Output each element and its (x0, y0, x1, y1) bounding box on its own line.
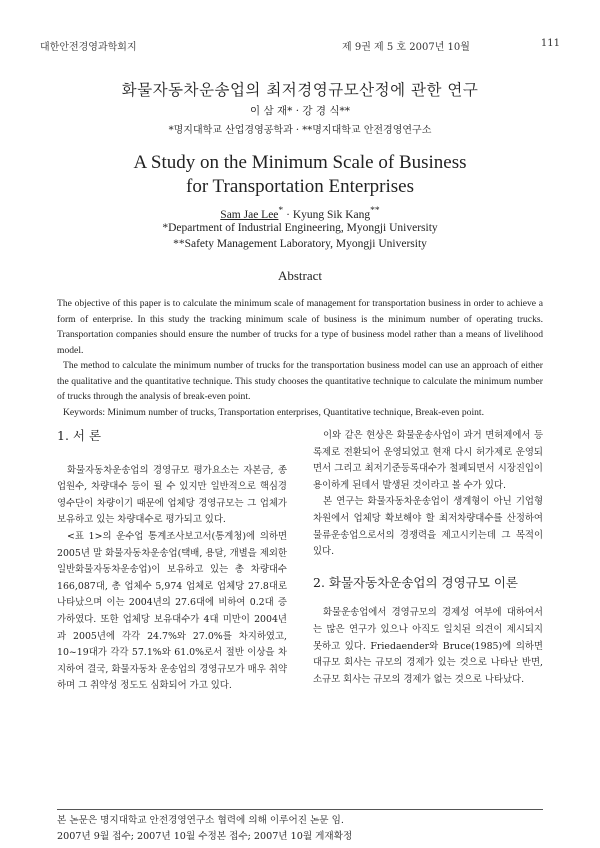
section-1-heading: 1. 서 론 (57, 428, 102, 443)
section-1-para-1: 화물자동차운송업의 경영규모 평가요소는 자본금, 종업원수, 차량대수 등이 될 수 있지만 일반적으로 핵심경영수단이 차량이기 때문에 업체당 경영규모는 그 업체가 보유하고 있는 차량대수로 평가되고 있다. (57, 464, 287, 526)
author-2: Kyung Sik Kang (292, 208, 371, 221)
abstract-heading: Abstract (277, 268, 323, 283)
abstract-para-2: The method to calculate the minimum number of trucks for the transportation business model can use an approach of either the qualitative and the quantitative technique. This study chooses the quantitative technique to calculate the minimum number of trucks through the analysis of break-even point. (57, 360, 543, 402)
issue-info: 제 9권 제 5 호 2007년 10월 (342, 42, 470, 53)
footnote-line-2: 2007년 9월 접수; 2007년 10월 수정본 접수; 2007년 10월 게재확정 (57, 831, 353, 842)
english-authors (0, 205, 600, 221)
footnote-line-1: 본 논문은 명지대학교 안전경영연구소 협력에 의해 이루어진 논문 임. (57, 815, 344, 826)
korean-authors: 이 삼 재* · 강 경 식** (250, 105, 350, 117)
running-head (40, 38, 560, 52)
korean-title: 화물자동차운송업의 최저경영규모산정에 관한 연구 (121, 81, 479, 99)
abstract-para-1: The objective of this paper is to calculate the minimum scale of management for transportation business in order to achieve a form of enterprise. In this study the tracking minimum scale of business is the minimum number of operating trucks. Transportation companies should ensure the number of trucks for a type of business model rather than a means of livelihood model. (57, 298, 543, 356)
journal-name: 대한안전경영과학회지 (40, 42, 137, 53)
right-column (313, 428, 543, 688)
english-title-line1: A Study on the Minimum Scale of Business (133, 152, 467, 173)
right-para-2: 본 연구는 화물자동차운송업이 생계형이 아닌 기업형 차원에서 업체당 확보해야 할 최저차량대수를 산정하여 물류운송업으로서의 경쟁력을 제고시키는데 그 목적이 있다. (313, 496, 543, 558)
left-column (57, 428, 287, 695)
section-1-para-2: <표 1>의 운수업 통계조사보고서(통계청)에 의하면 2005년 말 화물자동차운송업(택배, 용달, 개별을 제외한 일반화물자동차운송업)이 보유하고 있는 총 차량대수 166,087대, 총 업체수 5,974 업체로 업체당 27.8대로 나타났으며 이는 2004년의 27.6대에 비하여 0.2대 증가하였다. 또한 업체당 보유대수가 4대 미만이 2004년과 2005년에 각각 24.7%와 27.0%를 차지하였고, 10~19대가 각각 57.1%와 61.0%로서 절반 이상을 차지하여 결국, 화물자동차 운송업의 경영규모가 매우 취약하며 그 취약성 정도도 심화되어 가고 있다. (57, 530, 287, 692)
korean-affiliation: *명지대학교 산업경영공학과 · **명지대학교 안전경영연구소 (168, 125, 432, 136)
author-1-mark: * (278, 205, 284, 216)
author-separator: · (283, 208, 293, 221)
keywords: Keywords: Minimum number of trucks, Transportation enterprises, Quantitative technique, Break-even point. (63, 406, 484, 418)
right-para-3: 화물운송업에서 경영규모의 경제성 여부에 대하여서는 많은 연구가 있으나 아직도 일치된 의견이 제시되지 못하고 있다. Friedaender와 Bruce(1985)에 의하면 대규모 회사는 규모의 경제가 있는 것으로 나타난 반면, 소규모 회사는 규모의 경제가 없는 것으로 나타났다. (313, 607, 543, 685)
page-number: 111 (540, 38, 560, 49)
abstract-body (57, 296, 543, 420)
right-para-1: 이와 같은 현상은 화물운송사업이 과거 면허제에서 등록제로 전환되어 운영되었고 현재 다시 허가제로 운영되면서 그리고 최저기준등록대수가 철폐되면서 시장진입이 용이하게 된데서 발생된 것이라고 볼 수가 있다. (313, 430, 543, 491)
english-affiliation-1: *Department of Industrial Engineering, Myongji University (162, 222, 438, 234)
footnote-rule (57, 809, 543, 810)
author-2-mark: ** (370, 205, 380, 216)
author-1: Sam Jae Lee (220, 208, 279, 221)
english-title-line2: for Transportation Enterprises (186, 176, 414, 197)
section-2-heading: 2. 화물자동차운송업의 경영규모 이론 (313, 574, 518, 590)
english-affiliation-2: **Safety Management Laboratory, Myongji University (173, 238, 427, 250)
